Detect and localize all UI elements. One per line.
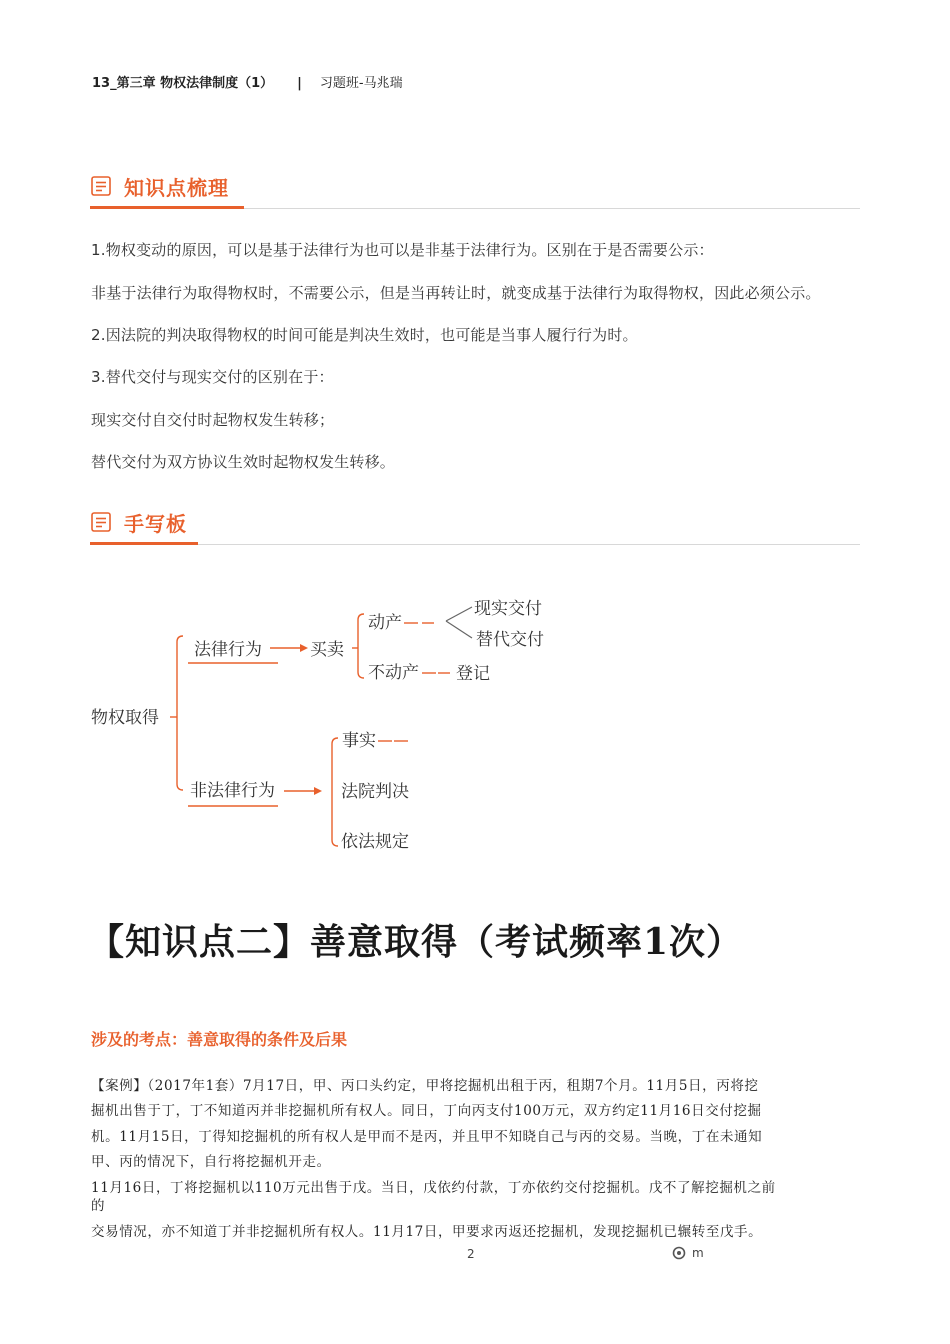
paragraph-5: 现实交付自交付时起物权发生转移； [91,411,335,429]
node-movable: 动产 [368,613,402,633]
node-legal-act: 法律行为 [194,640,262,660]
case-line: 掘机出售于丁，丁不知道丙并非挖掘机所有权人。同日，丁向丙支付100万元，双方约定11月16日交付挖掘 [91,1103,762,1119]
section-divider-accent [90,206,244,209]
node-non-legal-act: 非法律行为 [190,781,275,801]
section-title-label: 知识点梳理 [124,175,229,200]
footer-mark [672,1246,704,1260]
page-number: 2 [467,1247,475,1261]
root-bracket [177,636,183,790]
paragraph-6: 替代交付为双方协议生效时起物权发生转移。 [91,453,396,471]
case-line: 的 [91,1198,106,1214]
section-divider-accent [90,542,198,545]
case-line: 11月16日，丁将挖掘机以110万元出售于戊。当日，戊依约付款，丁亦依约交付挖掘机。戊不了解挖掘机之前 [91,1180,776,1196]
chapter-title: 13_第三章 物权法律制度（1） [92,76,274,91]
circle-logo-icon [672,1246,686,1260]
mind-map-diagram [88,588,568,858]
section-title-handwriting [90,503,187,541]
node-by-law: 依法规定 [341,832,409,852]
node-immovable: 不动产 [368,663,419,683]
section-title-knowledge [90,167,229,205]
fork-line [446,607,472,621]
fork-line [446,621,472,638]
document-list-icon [90,175,112,197]
case-line: 交易情况，亦不知道丁并非挖掘机所有权人。11月17日，甲要求丙返还挖掘机，发现挖掘机已辗转至戊手。 [91,1224,763,1240]
node-court-judgment: 法院判决 [341,782,409,802]
paragraph-4: 3.替代交付与现实交付的区别在于： [91,368,334,386]
header-separator: | [297,76,302,91]
non-legal-bracket [332,738,338,846]
node-registration: 登记 [456,664,490,684]
node-substitute-delivery: 替代交付 [476,630,544,650]
arrowhead [314,787,322,795]
node-root: 物权取得 [91,708,159,728]
arrowhead [300,644,308,652]
document-list-icon [90,511,112,533]
page-header [92,72,403,91]
case-line: 机。11月15日，丁得知挖掘机的所有权人是甲而不是丙，并且甲不知晓自己与丙的交易。当晚，丁在未通知 [91,1129,763,1145]
node-fact: 事实 [342,731,376,751]
paragraph-1: 1.物权变动的原因，可以是基于法律行为也可以是非基于法律行为。区别在于是否需要公示： [91,241,714,259]
footer-mark-label: m [692,1246,704,1260]
case-line: 甲、丙的情况下，自行将挖掘机开走。 [91,1154,331,1170]
knowledge-point-title: 【知识点二】善意取得（考试频率1次） [88,921,744,963]
paragraph-2: 非基于法律行为取得物权时，不需要公示，但是当再转让时，就变成基于法律行为取得物权，因此必须公示。 [91,284,821,302]
paragraph-3: 2.因法院的判决取得物权的时间可能是判决生效时，也可能是当事人履行行为时。 [91,326,638,344]
section-divider [90,544,860,545]
exam-points-subheading: 涉及的考点：善意取得的条件及后果 [91,1030,348,1049]
node-actual-delivery: 现实交付 [474,599,542,619]
sale-bracket [358,614,364,678]
node-sale: 买卖 [310,640,344,660]
course-name: 习题班-马兆瑞 [319,76,403,91]
section-title-label: 手写板 [124,511,187,536]
case-line: 【案例】（2017年1套）7月17日，甲、丙口头约定，甲将挖掘机出租于丙，租期7个月。11月5日，丙将挖 [91,1078,759,1094]
